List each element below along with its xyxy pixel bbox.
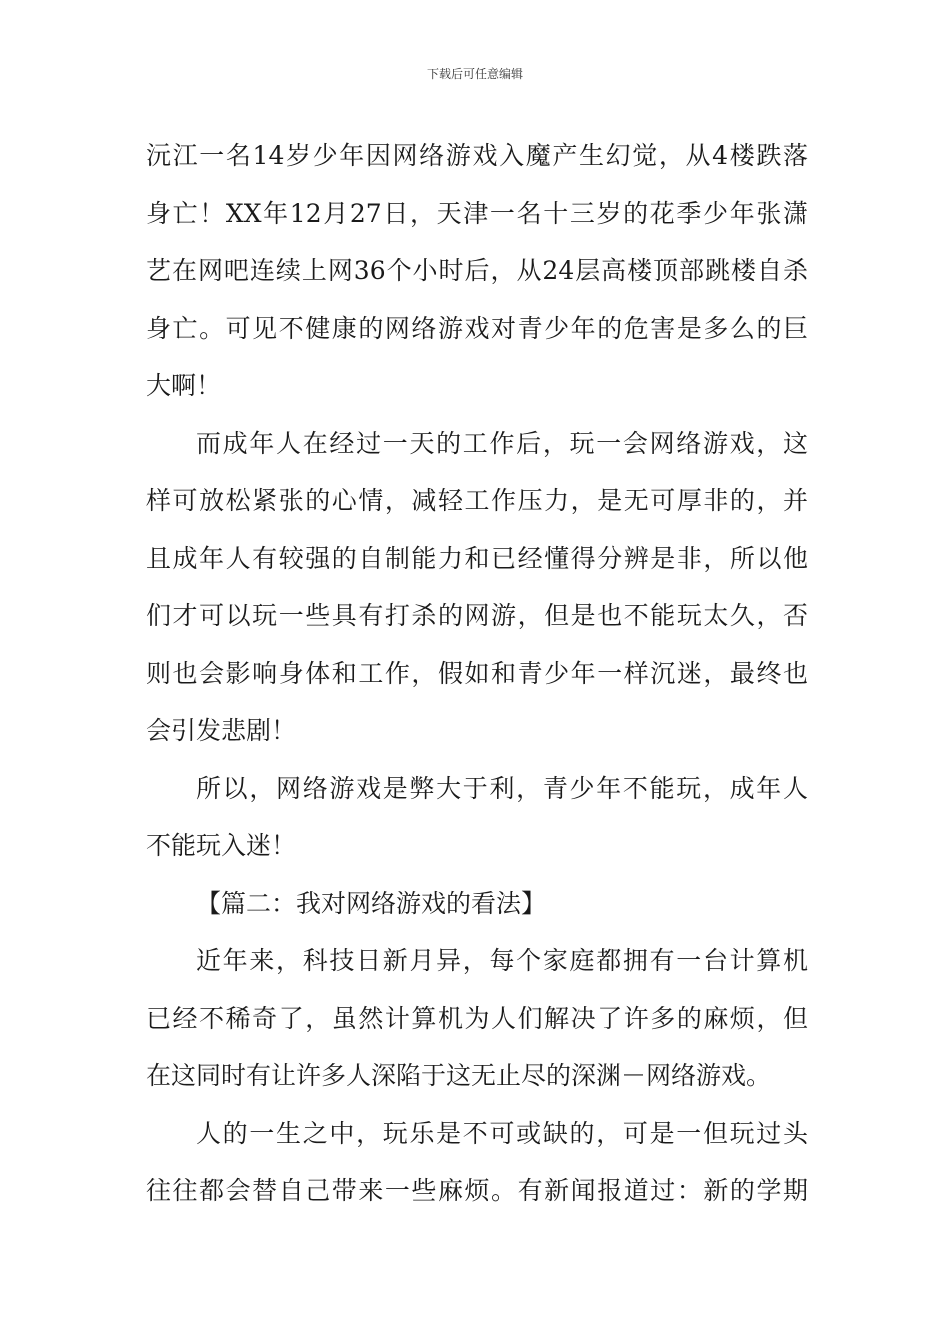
text-line: 已经不稀奇了，虽然计算机为人们解决了许多的麻烦，但	[146, 1003, 808, 1033]
text-line: 所以，网络游戏是弊大于利，青少年不能玩，成年人	[196, 773, 808, 803]
text-line: 沅江一名14岁少年因网络游戏入魔产生幻觉，从4楼跌落	[146, 141, 808, 170]
text-line: 不能玩入迷！	[146, 831, 297, 860]
text-line: 在这同时有让许多人深陷于这无止尽的深渊－网络游戏。	[146, 1061, 772, 1090]
text-line: 身亡。可见不健康的网络游戏对青少年的危害是多么的巨	[146, 313, 808, 343]
text-line: 人的一生之中，玩乐是不可或缺的，可是一但玩过头	[196, 1118, 808, 1148]
text-line: 样可放松紧张的心情，减轻工作压力，是无可厚非的，并	[146, 486, 808, 515]
text-line: 而成年人在经过一天的工作后，玩一会网络游戏，这	[196, 428, 808, 458]
page-header: 下载后可任意编辑	[426, 67, 523, 81]
section-heading: 【篇二：我对网络游戏的看法】	[196, 888, 547, 918]
text-line: 且成年人有较强的自制能力和已经懂得分辨是非，所以他	[146, 543, 808, 573]
text-line: 会引发悲剧！	[146, 716, 297, 745]
text-line: 近年来，科技日新月异，每个家庭都拥有一台计算机	[196, 946, 808, 975]
text-line: 身亡！XX年12月27日，天津一名十三岁的花季少年张潇	[146, 198, 808, 228]
text-line: 则也会影响身体和工作，假如和青少年一样沉迷，最终也	[146, 658, 808, 688]
text-line: 们才可以玩一些具有打杀的网游，但是也不能玩太久，否	[146, 601, 808, 630]
text-line: 艺在网吧连续上网36个小时后，从24层高楼顶部跳楼自杀	[146, 256, 808, 285]
text-line: 大啊！	[146, 371, 222, 400]
text-line: 往往都会替自己带来一些麻烦。有新闻报道过：新的学期	[146, 1176, 808, 1205]
document-body	[146, 127, 808, 1220]
